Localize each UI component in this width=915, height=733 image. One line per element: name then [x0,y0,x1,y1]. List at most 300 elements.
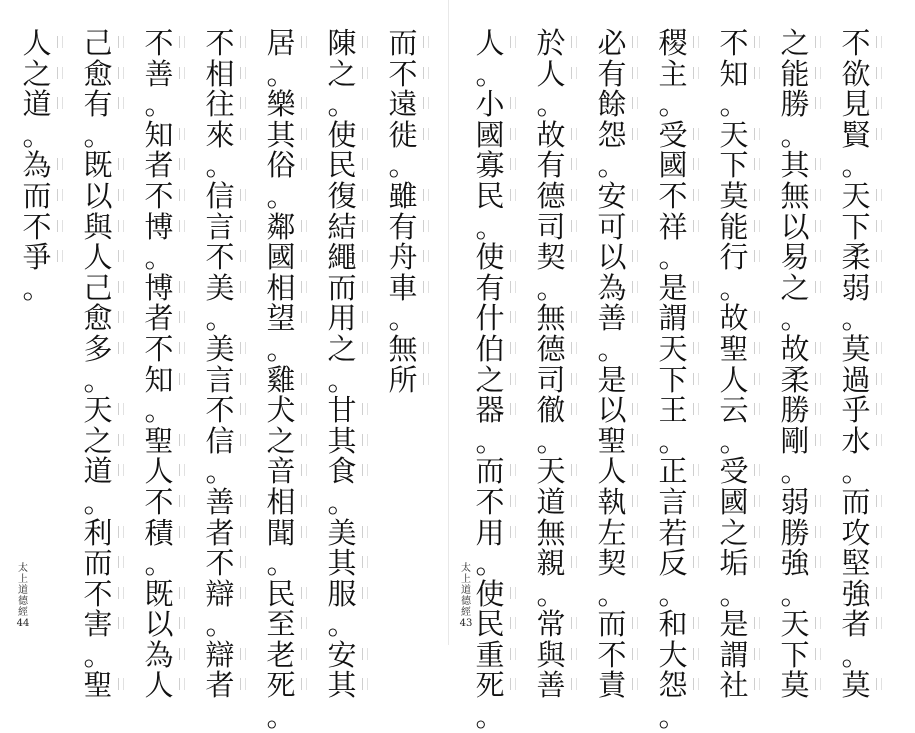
character: 己 [80,273,116,304]
character: 相 [263,273,299,304]
punctuation-mark: 。 [144,87,174,122]
character: 之 [777,273,813,304]
character: 來 [202,120,238,151]
character: 以 [141,609,177,640]
punctuation-mark: 。 [658,576,688,611]
page-folio [459,563,473,629]
character: 用 [472,518,508,549]
folio-title [459,563,473,618]
character: 故 [533,120,569,151]
character: 居 [263,28,299,59]
character: 往 [202,89,238,120]
character: 執 [594,487,630,518]
character: 而 [594,609,630,640]
punctuation-mark: 。 [388,301,418,336]
text-column [324,28,360,701]
character: 人 [19,28,55,59]
character: 稷 [655,28,691,59]
character: 安 [594,181,630,212]
character: 道 [80,456,116,487]
text-column [80,28,116,701]
text-column [19,28,55,303]
character: 聖 [141,426,177,457]
left-page [0,0,452,733]
punctuation-mark: 。 [266,699,296,733]
character: 其 [324,548,360,579]
character: 賢 [838,120,874,151]
character: 國 [716,487,752,518]
character: 所 [385,365,421,396]
character: 主 [655,59,691,90]
character: 故 [716,303,752,334]
punctuation-mark: 。 [536,87,566,122]
character: 知 [141,120,177,151]
folio-character: 上 [461,574,471,585]
character: 國 [263,242,299,273]
punctuation-mark: 。 [475,209,505,244]
character: 行 [716,242,752,273]
character: 什 [472,303,508,334]
character: 見 [838,89,874,120]
character: 若 [655,518,691,549]
character: 可 [594,212,630,243]
character: 以 [80,181,116,212]
character: 左 [594,518,630,549]
punctuation-mark: 。 [536,270,566,305]
character: 者 [202,518,238,549]
character: 俗 [263,150,299,181]
character: 能 [716,212,752,243]
character: 辯 [202,579,238,610]
character: 不 [141,181,177,212]
character: 復 [324,181,360,212]
character: 天 [533,456,569,487]
character: 剛 [777,426,813,457]
character: 人 [141,670,177,701]
character: 既 [80,150,116,181]
character: 雞 [263,365,299,396]
character: 人 [594,456,630,487]
punctuation-mark: 。 [719,576,749,611]
page-folio [16,563,30,629]
folio-character: 上 [18,574,28,585]
character: 辯 [202,640,238,671]
character: 司 [533,212,569,243]
character: 繩 [324,242,360,273]
text-column [533,28,569,701]
character: 謂 [716,640,752,671]
punctuation-mark: 。 [719,87,749,122]
character: 能 [777,59,813,90]
character: 強 [838,579,874,610]
character: 有 [385,212,421,243]
folio-character: 太 [461,563,471,574]
character: 伯 [472,334,508,365]
character: 舟 [385,242,421,273]
punctuation-mark: 。 [658,423,688,458]
character: 與 [80,212,116,243]
character: 受 [655,120,691,151]
punctuation-mark: 。 [22,270,52,305]
character: 有 [472,273,508,304]
character: 民 [472,181,508,212]
character: 下 [777,640,813,671]
punctuation-mark: 。 [780,117,810,152]
character: 善 [533,670,569,701]
character: 而 [472,456,508,487]
character: 善 [202,487,238,518]
punctuation-mark: 。 [597,576,627,611]
character: 不 [838,28,874,59]
character: 故 [777,334,813,365]
character: 以 [594,395,630,426]
character: 之 [716,518,752,549]
character: 善 [141,59,177,90]
punctuation-mark: 。 [841,637,871,672]
text-column [263,28,299,732]
character: 易 [777,242,813,273]
character: 者 [202,670,238,701]
punctuation-mark: 。 [266,56,296,91]
character: 水 [838,426,874,457]
character: 下 [716,150,752,181]
punctuation-mark: 。 [144,240,174,275]
character: 欲 [838,59,874,90]
character: 安 [324,640,360,671]
character: 博 [141,273,177,304]
punctuation-mark: 。 [475,56,505,91]
folio-title [16,563,30,618]
character: 重 [472,640,508,671]
character: 人 [716,365,752,396]
character: 不 [202,395,238,426]
character: 契 [533,242,569,273]
character: 多 [80,334,116,365]
character: 民 [324,150,360,181]
character: 天 [655,334,691,365]
punctuation-mark: 。 [597,148,627,183]
character: 不 [655,181,691,212]
character: 德 [533,334,569,365]
character: 而 [19,181,55,212]
punctuation-mark: 。 [780,576,810,611]
character: 天 [777,609,813,640]
character: 弱 [838,273,874,304]
punctuation-mark: 。 [475,699,505,733]
character: 於 [533,28,569,59]
character: 為 [594,273,630,304]
character: 國 [472,120,508,151]
character: 愈 [80,59,116,90]
character: 不 [141,487,177,518]
text-column [777,28,813,701]
character: 人 [533,59,569,90]
character: 以 [777,212,813,243]
character: 既 [141,579,177,610]
character: 愈 [80,303,116,334]
character: 天 [80,395,116,426]
character: 天 [716,120,752,151]
character: 之 [263,426,299,457]
character: 結 [324,212,360,243]
punctuation-mark: 。 [266,331,296,366]
character: 寡 [472,150,508,181]
character: 而 [324,273,360,304]
character: 怨 [655,670,691,701]
text-column [385,28,421,395]
character: 不 [472,487,508,518]
character: 是 [594,365,630,396]
character: 不 [80,579,116,610]
character: 親 [533,548,569,579]
character: 莫 [838,670,874,701]
character: 害 [80,609,116,640]
character: 己 [80,28,116,59]
character: 徹 [533,395,569,426]
character: 莫 [838,334,874,365]
character: 食 [324,456,360,487]
character: 使 [472,242,508,273]
character: 無 [533,303,569,334]
character: 民 [263,579,299,610]
character: 者 [838,609,874,640]
character: 之 [777,28,813,59]
character: 者 [141,303,177,334]
text-column [202,28,238,701]
character: 攻 [838,518,874,549]
folio-character: 經 [461,607,471,618]
folio-character: 道 [461,585,471,596]
character: 無 [777,181,813,212]
character: 柔 [777,365,813,396]
character: 和 [655,609,691,640]
character: 知 [141,365,177,396]
character: 道 [19,89,55,120]
character: 而 [385,28,421,59]
character: 人 [141,456,177,487]
character: 怨 [594,120,630,151]
character: 堅 [838,548,874,579]
punctuation-mark: 。 [841,148,871,183]
folio-character: 德 [18,596,28,607]
page-gutter [448,0,449,645]
character: 下 [655,365,691,396]
character: 勝 [777,89,813,120]
punctuation-mark: 。 [475,423,505,458]
character: 必 [594,28,630,59]
character: 國 [655,150,691,181]
character: 遠 [385,89,421,120]
character: 垢 [716,548,752,579]
character: 甘 [324,395,360,426]
character: 犬 [263,395,299,426]
character: 反 [655,548,691,579]
punctuation-mark: 。 [658,87,688,122]
character: 有 [594,59,630,90]
punctuation-mark: 。 [83,637,113,672]
character: 死 [263,670,299,701]
character: 望 [263,303,299,334]
punctuation-mark: 。 [144,546,174,581]
character: 使 [324,120,360,151]
punctuation-mark: 。 [536,423,566,458]
character: 聖 [594,426,630,457]
character: 爭 [19,242,55,273]
character: 聞 [263,518,299,549]
character: 雖 [385,181,421,212]
character: 聖 [80,670,116,701]
folio-character: 太 [18,563,28,574]
character: 美 [202,334,238,365]
character: 勝 [777,518,813,549]
punctuation-mark: 。 [658,240,688,275]
character: 餘 [594,89,630,120]
character: 之 [472,365,508,396]
character: 道 [533,487,569,518]
character: 言 [655,487,691,518]
character: 之 [80,426,116,457]
character: 不 [141,28,177,59]
character: 與 [533,640,569,671]
character: 善 [594,303,630,334]
character: 天 [838,181,874,212]
character: 常 [533,609,569,640]
character: 陳 [324,28,360,59]
character: 老 [263,640,299,671]
character: 利 [80,518,116,549]
character: 柔 [838,242,874,273]
page-number: 43 [459,618,473,629]
punctuation-mark: 。 [658,699,688,733]
punctuation-mark: 。 [205,607,235,642]
character: 弱 [777,487,813,518]
punctuation-mark: 。 [83,362,113,397]
character: 言 [202,212,238,243]
character: 美 [202,273,238,304]
character: 而 [838,487,874,518]
right-page [452,0,915,733]
character: 王 [655,395,691,426]
character: 信 [202,426,238,457]
character: 其 [777,150,813,181]
character: 聖 [716,334,752,365]
character: 強 [777,548,813,579]
character: 音 [263,456,299,487]
text-column [655,28,691,732]
punctuation-mark: 。 [83,117,113,152]
character: 器 [472,395,508,426]
character: 美 [324,518,360,549]
character: 徙 [385,120,421,151]
character: 是 [716,609,752,640]
punctuation-mark: 。 [780,301,810,336]
character: 人 [472,28,508,59]
character: 不 [202,28,238,59]
character: 不 [19,212,55,243]
punctuation-mark: 。 [841,301,871,336]
folio-character: 德 [461,596,471,607]
text-column [472,28,508,732]
punctuation-mark: 。 [266,178,296,213]
character: 為 [141,640,177,671]
character: 者 [141,150,177,181]
character: 無 [533,518,569,549]
character: 契 [594,548,630,579]
character: 其 [324,426,360,457]
punctuation-mark: 。 [780,454,810,489]
character: 不 [594,640,630,671]
character: 民 [472,609,508,640]
character: 而 [80,548,116,579]
text-column [141,28,177,701]
punctuation-mark: 。 [266,546,296,581]
character: 知 [716,59,752,90]
character: 無 [385,334,421,365]
character: 大 [655,640,691,671]
punctuation-mark: 。 [327,362,357,397]
character: 相 [202,59,238,90]
character: 服 [324,579,360,610]
punctuation-mark: 。 [205,301,235,336]
text-column [594,28,630,701]
character: 之 [324,334,360,365]
punctuation-mark: 。 [388,148,418,183]
text-column [838,28,874,701]
character: 德 [533,181,569,212]
character: 死 [472,670,508,701]
punctuation-mark: 。 [83,484,113,519]
punctuation-mark: 。 [144,393,174,428]
character: 為 [19,150,55,181]
page-number: 44 [16,618,30,629]
character: 勝 [777,395,813,426]
character: 不 [385,59,421,90]
character: 司 [533,365,569,396]
character: 過 [838,365,874,396]
punctuation-mark: 。 [719,423,749,458]
character: 其 [324,670,360,701]
character: 下 [838,212,874,243]
character: 鄰 [263,212,299,243]
punctuation-mark: 。 [597,331,627,366]
character: 其 [263,120,299,151]
character: 受 [716,456,752,487]
character: 莫 [777,670,813,701]
character: 之 [324,59,360,90]
character: 積 [141,518,177,549]
character: 不 [202,548,238,579]
character: 之 [19,59,55,90]
character: 祥 [655,212,691,243]
character: 有 [533,150,569,181]
character: 樂 [263,89,299,120]
text-column [716,28,752,701]
character: 人 [80,242,116,273]
punctuation-mark: 。 [841,454,871,489]
character: 不 [141,334,177,365]
punctuation-mark: 。 [327,484,357,519]
character: 至 [263,609,299,640]
character: 使 [472,579,508,610]
character: 不 [716,28,752,59]
punctuation-mark: 。 [719,270,749,305]
character: 相 [263,487,299,518]
character: 不 [202,242,238,273]
character: 言 [202,365,238,396]
punctuation-mark: 。 [475,546,505,581]
character: 社 [716,670,752,701]
punctuation-mark: 。 [327,607,357,642]
